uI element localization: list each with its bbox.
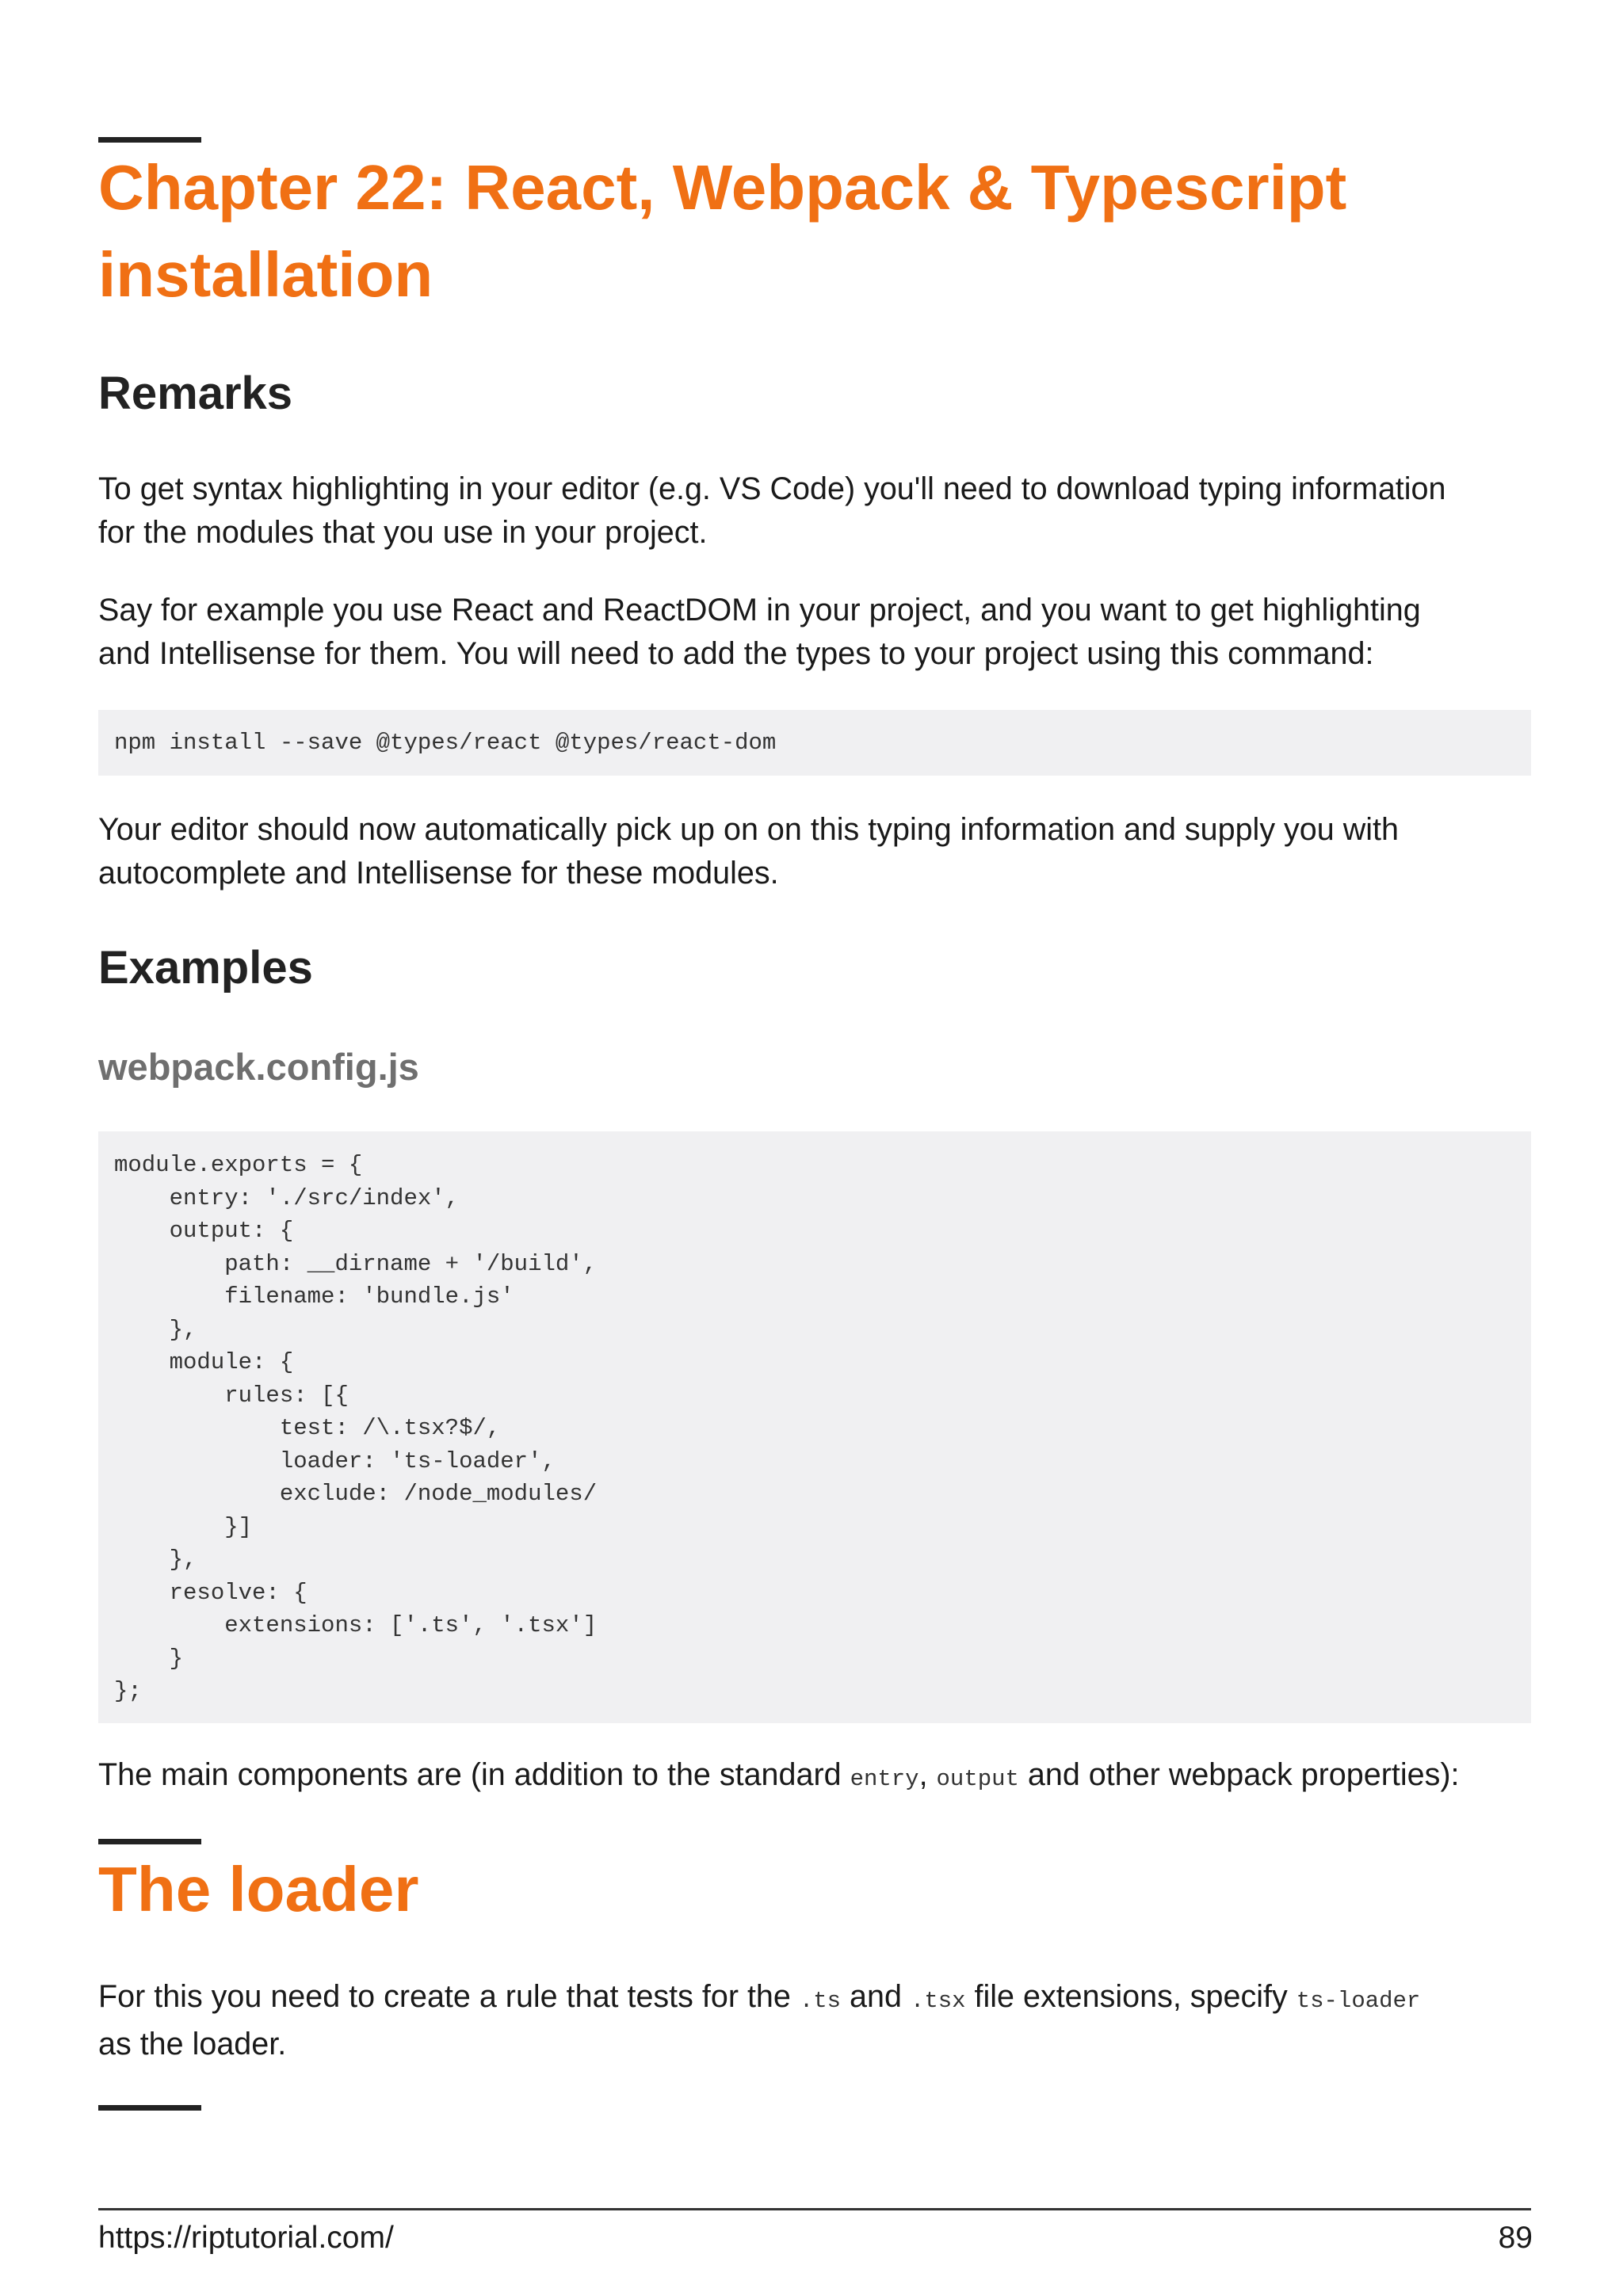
- remarks-paragraph-2: [98, 589, 1531, 676]
- remarks-paragraph-1: [98, 467, 1531, 555]
- remarks-paragraph-3-line2: autocomplete and Intellisense for these modules.: [98, 856, 779, 891]
- inline-code-ts: .ts: [799, 1988, 842, 2014]
- examples-heading: Examples: [98, 942, 313, 994]
- remarks-heading: Remarks: [98, 368, 293, 419]
- remarks-paragraph-2-line2: and Intellisense for them. You will need to add the types to your project using this command:: [98, 636, 1374, 671]
- webpack-config-code-block: module.exports = { entry: './src/index', output: { path: __dirname + '/build', filename: 'bundle.js' }, module: { rules: [{ test: /\.tsx?$/, loader: 'ts-loader', exclude: /node_modules/ }] }, resolve: { extensions: ['.ts', '.tsx'] } };: [98, 1131, 1531, 1723]
- remarks-paragraph-1-line1: To get syntax highlighting in your editor (e.g. VS Code) you'll need to download typing information: [98, 471, 1446, 506]
- main-components-text-before: The main components are (in addition to the standard: [98, 1757, 850, 1792]
- main-components-separator: ,: [918, 1757, 937, 1792]
- remarks-paragraph-3: [98, 808, 1531, 895]
- loader-text-3: file extensions, specify: [965, 1979, 1296, 2014]
- section-end-rule: [98, 2105, 201, 2111]
- chapter-title: [98, 144, 1531, 318]
- install-command-block: npm install --save @types/react @types/react-dom: [98, 710, 1531, 776]
- page-number: 89: [1498, 2221, 1533, 2255]
- webpack-config-subheading: webpack.config.js: [98, 1046, 419, 1088]
- inline-code-output: output: [936, 1766, 1019, 1792]
- loader-text-4: as the loader.: [98, 2027, 287, 2061]
- loader-text-1: For this you need to create a rule that tests for the: [98, 1979, 800, 2014]
- remarks-paragraph-2-line1: Say for example you use React and ReactDOM in your project, and you want to get highlighting: [98, 593, 1421, 627]
- remarks-paragraph-1-line2: for the modules that you use in your project.: [98, 515, 708, 550]
- loader-paragraph: [98, 1975, 1531, 2066]
- inline-code-tsx: .tsx: [910, 1988, 966, 2014]
- chapter-title-line2: installation: [98, 239, 433, 310]
- chapter-rule: [98, 137, 201, 143]
- loader-heading: The loader: [98, 1854, 419, 1924]
- loader-rule: [98, 1839, 201, 1844]
- main-components-text: [98, 1753, 1531, 1801]
- footer-url[interactable]: https://riptutorial.com/: [98, 2221, 394, 2255]
- main-components-text-after: and other webpack properties):: [1018, 1757, 1460, 1792]
- inline-code-entry: entry: [850, 1766, 919, 1792]
- remarks-paragraph-3-line1: Your editor should now automatically pick up on on this typing information and supply you with: [98, 812, 1399, 847]
- chapter-title-line1: Chapter 22: React, Webpack & Typescript: [98, 152, 1347, 223]
- footer-divider: [98, 2208, 1531, 2210]
- inline-code-ts-loader: ts-loader: [1296, 1988, 1421, 2014]
- loader-text-2: and: [841, 1979, 911, 2014]
